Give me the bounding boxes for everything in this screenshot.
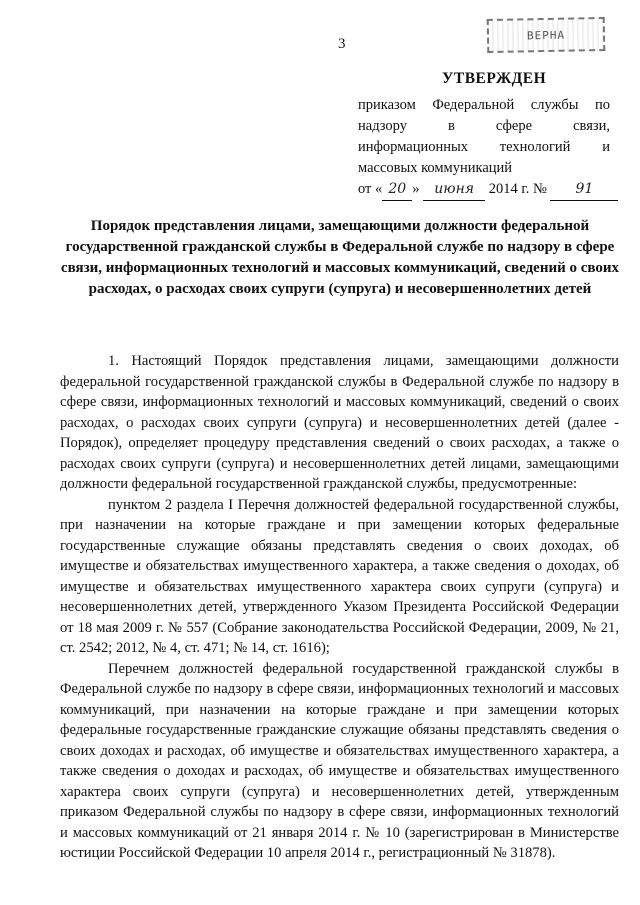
document-title: Порядок представления лицами, замещающими должности федеральной государственной гражданской службы в Федеральной службе по надзору в сфере связи, информационных технологий и массовых коммуникаций, сведений о своих расходах, о расходах своих супруги (супруга) и несовершеннолетних детей [60,218,620,297]
approval-line-2: надзору в сфере связи, [358,118,610,134]
handwritten-day: 20 [382,179,412,201]
approval-title: УТВЕРЖДЕН [442,70,547,87]
date-mid: » [412,181,424,197]
approval-block [358,68,610,201]
document-body [60,351,619,864]
paragraph-2: пунктом 2 раздела I Перечня должностей федеральной государственной службы, при назначении на которые граждане и при замещении которых федеральные государственные служащие обязаны представлять сведения о своих доходах, об имуществе и обязательствах имущественного характера, а также сведения о доходах, об имуществе и обязательствах имущественного характера своих супруги (супруга) и несовершеннолетних детей, утвержденного Указом Президента Российской Федерации от 18 мая 2009 г. № 557 (Собрание законодательства Российской Федерации, 2009, № 21, ст. 2542; 2012, № 4, ст. 471; № 14, ст. 1616); [60,496,619,656]
date-prefix: от « [358,181,383,197]
page-number: 3 [338,36,346,52]
handwritten-order-number: 91 [550,179,618,201]
stamp-text: ВЕРНА [526,28,566,42]
date-year: 2014 г. № [485,181,551,197]
approval-line-3: информационных технологий и [358,139,610,155]
approval-date-line [358,179,610,201]
certified-copy-stamp [487,17,606,53]
paragraph-3: Перечнем должностей федеральной государственной гражданской службы в Федеральной службе по надзору в сфере связи, информационных технологий и массовых коммуникаций, при назначении на которые граждане и при замещении которых федеральные государственные гражданские служащие обязаны представлять сведения о своих доходах и расходах, об имуществе и обязательствах имущественного характера, а также сведения о доходах и расходах, об имуществе и обязательствах имущественного характера своих супруги (супруга) и несовершеннолетних детей, утвержденным приказом Федеральной службы по надзору в сфере связи, информационных технологий и массовых коммуникаций от 21 января 2014 г. № 10 (зарегистрирован в Министерстве юстиции Российской Федерации 10 апреля 2014 г., регистрационный № 31878). [60,660,619,861]
approval-line-1: приказом Федеральной службы по [358,97,610,113]
paragraph-1: 1. Настоящий Порядок представления лицами, замещающими должности федеральной государственной гражданской службы в Федеральной службе по надзору в сфере связи, информационных технологий и массовых коммуникаций, сведений о своих расходах, о расходах своих супруги (супруга) и несовершеннолетних детей (далее - Порядок), определяет процедуру представления сведений о своих расходах, а также о расходах своих супруги (супруга) и несовершеннолетних детей лицами, замещающими должности федеральной государственной гражданской службы, предусмотренные: [60,353,619,492]
handwritten-month: июня [423,179,485,201]
approval-line-4: массовых коммуникаций [358,160,513,176]
